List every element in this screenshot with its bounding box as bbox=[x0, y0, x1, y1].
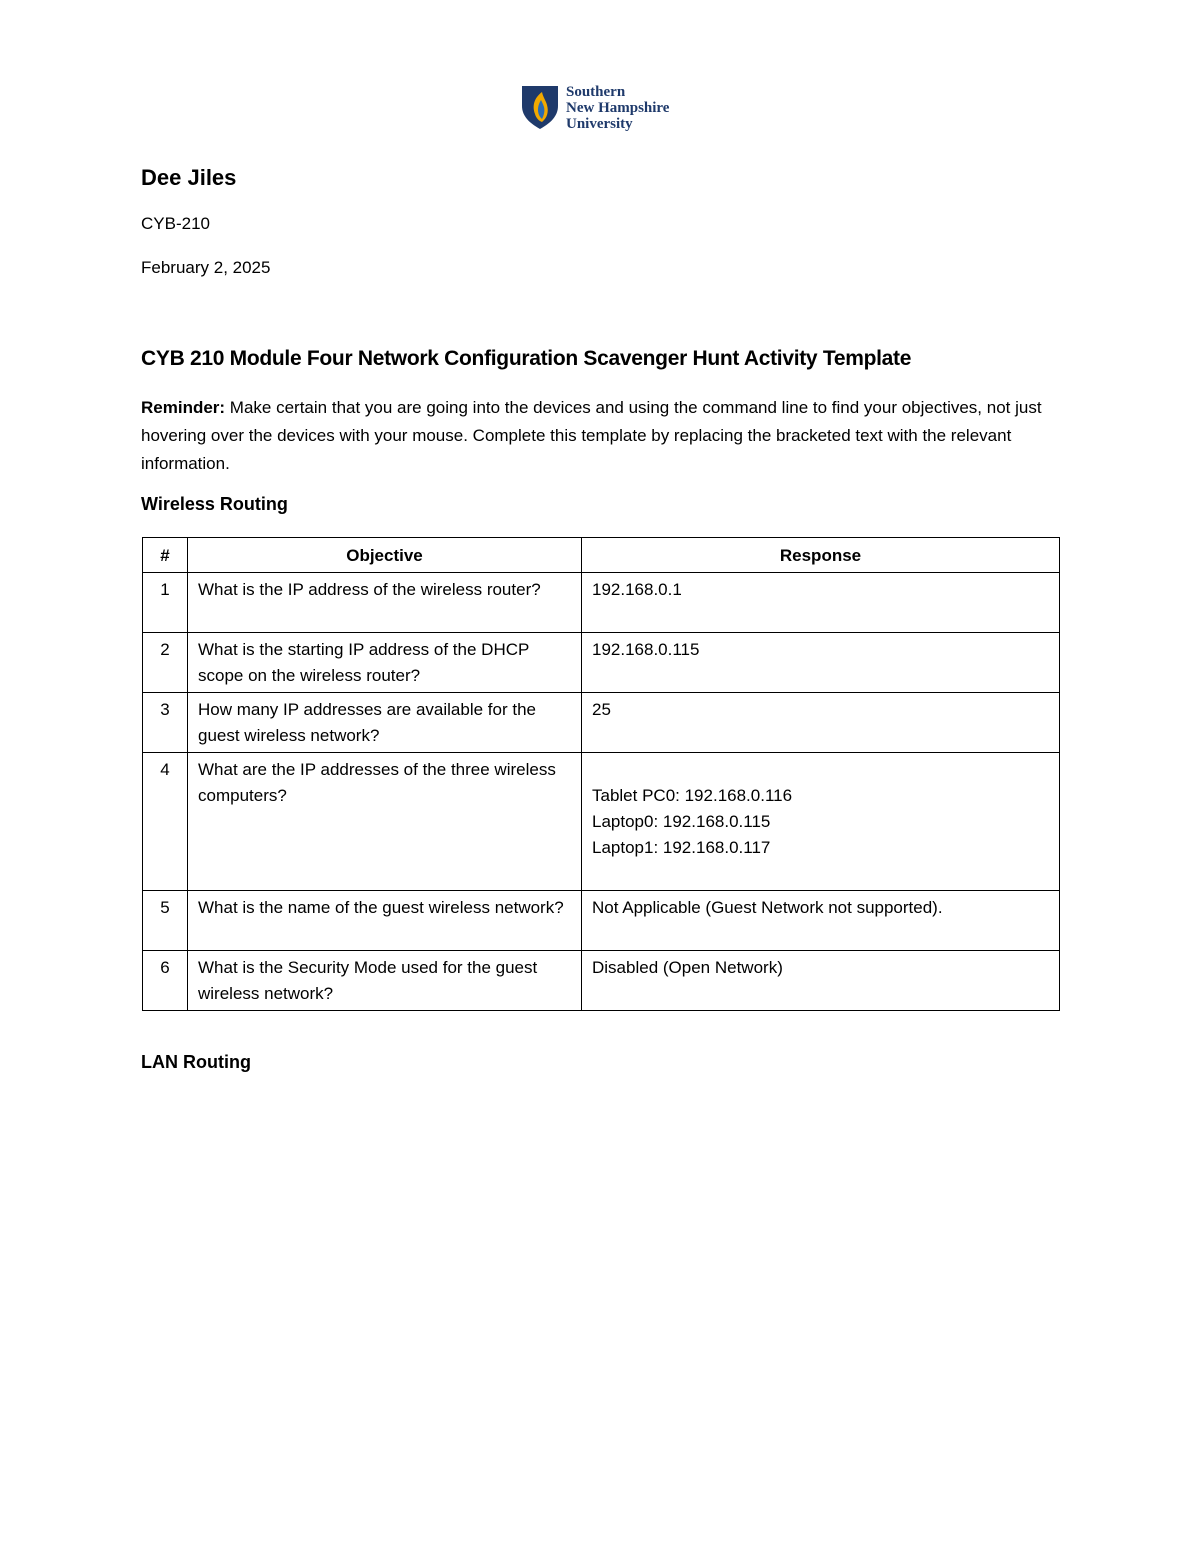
row-number: 4 bbox=[143, 753, 188, 891]
row-number: 5 bbox=[143, 891, 188, 951]
row-objective: What is the Security Mode used for the guest wireless network? bbox=[188, 951, 582, 1011]
snhu-shield-flame-icon bbox=[520, 84, 560, 130]
row-number: 3 bbox=[143, 693, 188, 753]
row-objective: What is the starting IP address of the DHCP scope on the wireless router? bbox=[188, 633, 582, 693]
row-number: 6 bbox=[143, 951, 188, 1011]
logo-line-2: New Hampshire bbox=[566, 100, 670, 116]
table-header-row bbox=[143, 538, 1060, 573]
table-row bbox=[143, 753, 1060, 891]
response-list bbox=[592, 783, 1049, 861]
table-row bbox=[143, 693, 1060, 753]
response-line: Laptop0: 192.168.0.115 bbox=[592, 812, 771, 831]
row-objective: What is the name of the guest wireless network? bbox=[188, 891, 582, 951]
page-title: CYB 210 Module Four Network Configuration Scavenger Hunt Activity Template bbox=[141, 347, 912, 370]
row-objective: How many IP addresses are available for the guest wireless network? bbox=[188, 693, 582, 753]
row-response: Disabled (Open Network) bbox=[582, 951, 1060, 1011]
course-code: CYB-210 bbox=[141, 214, 210, 233]
column-header-objective: Objective bbox=[188, 538, 582, 573]
row-response: 192.168.0.1 bbox=[582, 573, 1060, 633]
column-header-number: # bbox=[143, 538, 188, 573]
row-number: 2 bbox=[143, 633, 188, 693]
table-row bbox=[143, 891, 1060, 951]
author-name: Dee Jiles bbox=[141, 165, 237, 190]
logo-line-1: Southern bbox=[566, 84, 626, 100]
reminder-label: Reminder: bbox=[141, 398, 226, 417]
row-response bbox=[582, 753, 1060, 891]
reminder-text: Make certain that you are going into the devices and using the command line to find your objectives, not just hovering over the devices with your mouse. Complete this template by replacing the bracketed text with the relevant information. bbox=[141, 398, 1042, 473]
section-heading-wireless: Wireless Routing bbox=[141, 494, 288, 514]
logo-line-3: University bbox=[566, 116, 633, 132]
table-row bbox=[143, 951, 1060, 1011]
logo-wordmark bbox=[566, 84, 669, 132]
row-response: 192.168.0.115 bbox=[582, 633, 1060, 693]
row-number: 1 bbox=[143, 573, 188, 633]
row-objective: What is the IP address of the wireless router? bbox=[188, 573, 582, 633]
table-row bbox=[143, 633, 1060, 693]
row-response: Not Applicable (Guest Network not supported). bbox=[582, 891, 1060, 951]
university-logo bbox=[520, 84, 690, 132]
response-line: Tablet PC0: 192.168.0.116 bbox=[592, 786, 793, 805]
section-heading-lan: LAN Routing bbox=[141, 1052, 251, 1072]
table-row bbox=[143, 573, 1060, 633]
row-response: 25 bbox=[582, 693, 1060, 753]
response-line: Laptop1: 192.168.0.117 bbox=[592, 838, 771, 857]
wireless-routing-table bbox=[142, 537, 1060, 1011]
reminder-paragraph bbox=[141, 394, 1061, 478]
column-header-response: Response bbox=[582, 538, 1060, 573]
row-objective: What are the IP addresses of the three wireless computers? bbox=[188, 753, 582, 891]
document-date: February 2, 2025 bbox=[141, 258, 271, 277]
